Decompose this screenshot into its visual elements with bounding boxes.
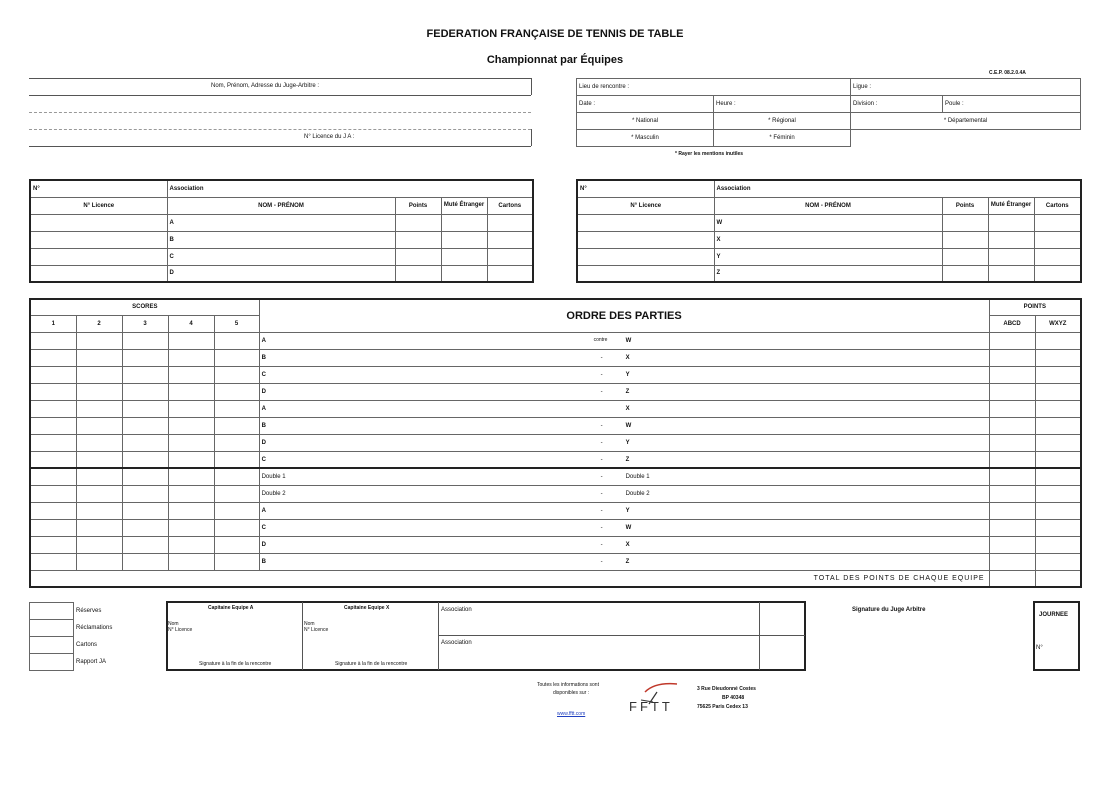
- score-cell[interactable]: [214, 366, 259, 383]
- score-cell[interactable]: [122, 536, 168, 553]
- score-cell[interactable]: [214, 349, 259, 366]
- score-cell[interactable]: [168, 519, 214, 536]
- partie-separator: -: [600, 422, 603, 429]
- partie-matchup: [259, 451, 989, 468]
- points-cell[interactable]: [1035, 417, 1081, 434]
- points-col-wxyz: WXYZ: [1035, 315, 1081, 332]
- partie-separator: -: [600, 388, 603, 395]
- partie-matchup: [259, 417, 989, 434]
- capitaine-a-label: Capitaine Equipe A: [208, 605, 254, 611]
- partie-matchup: [259, 383, 989, 400]
- score-cell[interactable]: [122, 519, 168, 536]
- total-points-cell[interactable]: [1035, 570, 1081, 587]
- division-label: Division :: [851, 96, 943, 113]
- score-cell[interactable]: [76, 332, 122, 349]
- points-cell[interactable]: [989, 434, 1035, 451]
- rapport-ja-label: Rapport JA: [76, 659, 107, 665]
- association-a-label: Association: [441, 607, 472, 613]
- points-cell[interactable]: [989, 383, 1035, 400]
- points-cell[interactable]: [1035, 434, 1081, 451]
- score-cell[interactable]: [168, 451, 214, 468]
- score-cell[interactable]: [30, 502, 76, 519]
- score-cell[interactable]: [30, 417, 76, 434]
- score-cell[interactable]: [122, 417, 168, 434]
- score-cell[interactable]: [168, 383, 214, 400]
- partie-row: [30, 332, 1081, 349]
- partie-separator: -: [600, 558, 603, 565]
- partie-separator: -: [600, 490, 603, 497]
- score-cell[interactable]: [214, 519, 259, 536]
- score-cell[interactable]: [168, 349, 214, 366]
- score-col-header: 2: [76, 315, 122, 332]
- regional-option: * Régional: [714, 113, 851, 130]
- partie-left-player: D: [261, 439, 266, 446]
- team-x-row-letter: Z: [714, 265, 942, 282]
- ordre-des-parties-table: [29, 298, 1082, 588]
- score-cell[interactable]: [168, 400, 214, 417]
- partie-separator: -: [600, 524, 603, 531]
- lieu-rencontre-label: Lieu de rencontre :: [577, 79, 851, 96]
- remarks-checklist: [29, 602, 170, 671]
- points-cell[interactable]: [989, 451, 1035, 468]
- partie-right-player: Y: [625, 371, 630, 378]
- score-cell[interactable]: [214, 553, 259, 570]
- info-line-1: Toutes les informations sont: [537, 682, 599, 688]
- partie-matchup: [259, 366, 989, 383]
- juge-arbitre-name-label: Nom, Prénom, Adresse du Juge-Arbitre :: [211, 83, 320, 89]
- points-cell[interactable]: [989, 485, 1035, 502]
- score-cell[interactable]: [30, 332, 76, 349]
- score-col-header: 5: [214, 315, 259, 332]
- score-col-header: 3: [122, 315, 168, 332]
- partie-row: [30, 349, 1081, 366]
- page-title: Championnat par Équipes: [486, 54, 624, 66]
- points-cell[interactable]: [989, 502, 1035, 519]
- partie-left-player: A: [261, 405, 266, 412]
- score-cell[interactable]: [122, 332, 168, 349]
- partie-row: [30, 366, 1081, 383]
- association-x-label: Association: [441, 640, 472, 646]
- partie-left-player: A: [261, 337, 266, 344]
- points-cell[interactable]: [1035, 468, 1081, 485]
- team-a-row-letter: C: [167, 248, 395, 265]
- points-cell[interactable]: [989, 332, 1035, 349]
- partie-left-player: Double 1: [261, 474, 286, 480]
- points-cell[interactable]: [989, 468, 1035, 485]
- team-x-points-header: Points: [942, 197, 988, 214]
- partie-row: [30, 417, 1081, 434]
- juge-arbitre-licence-label: N° Licence du J A :: [304, 134, 355, 140]
- partie-left-player: B: [261, 422, 266, 429]
- journee-number-label: N°: [1036, 645, 1043, 651]
- partie-left-player: C: [261, 524, 266, 531]
- partie-matchup: [259, 536, 989, 553]
- score-cell[interactable]: [76, 400, 122, 417]
- score-cell[interactable]: [214, 383, 259, 400]
- capitaine-x-licence: N° Licence: [304, 627, 329, 633]
- team-x-association-label: Association: [714, 180, 1081, 197]
- partie-right-player: W: [625, 337, 632, 344]
- team-a-mute-header: Muté Étranger: [441, 197, 487, 214]
- score-cell[interactable]: [30, 349, 76, 366]
- partie-right-player: Z: [625, 456, 630, 463]
- fftt-logo-text: FFTT: [629, 699, 673, 714]
- score-cell[interactable]: [30, 485, 76, 502]
- score-cell[interactable]: [30, 468, 76, 485]
- points-col-abcd: ABCD: [989, 315, 1035, 332]
- partie-left-player: C: [261, 371, 266, 378]
- score-cell[interactable]: [168, 536, 214, 553]
- partie-row: [30, 400, 1081, 417]
- score-cell[interactable]: [122, 468, 168, 485]
- partie-right-player: X: [625, 405, 630, 412]
- team-a-row-letter: B: [167, 231, 395, 248]
- score-cell[interactable]: [168, 434, 214, 451]
- score-cell[interactable]: [168, 366, 214, 383]
- capitaine-a-licence: N° Licence: [168, 627, 193, 633]
- score-cell[interactable]: [214, 434, 259, 451]
- partie-row: [30, 468, 1081, 485]
- team-x-cartons-header: Cartons: [1034, 197, 1081, 214]
- score-cell[interactable]: [122, 553, 168, 570]
- partie-separator: contre: [593, 336, 608, 343]
- score-cell[interactable]: [168, 332, 214, 349]
- score-cell[interactable]: [76, 434, 122, 451]
- team-x-row-letter: W: [714, 214, 942, 231]
- points-cell[interactable]: [1035, 332, 1081, 349]
- partie-row: [30, 536, 1081, 553]
- score-col-header: 4: [168, 315, 214, 332]
- partie-right-player: Y: [625, 507, 630, 514]
- score-cell[interactable]: [76, 417, 122, 434]
- signature-juge-arbitre-label: Signature du Juge Arbitre: [852, 607, 926, 613]
- score-cell[interactable]: [76, 451, 122, 468]
- points-cell[interactable]: [989, 536, 1035, 553]
- score-cell[interactable]: [76, 485, 122, 502]
- score-cell[interactable]: [30, 383, 76, 400]
- form-code: C.E.P. 08.2.0.4A: [989, 70, 1026, 76]
- total-points-cell[interactable]: [989, 570, 1035, 587]
- score-cell[interactable]: [76, 349, 122, 366]
- points-cell[interactable]: [1035, 349, 1081, 366]
- partie-row: [30, 519, 1081, 536]
- points-cell[interactable]: [1035, 366, 1081, 383]
- rencontre-info-table: [576, 78, 1081, 147]
- points-cell[interactable]: [989, 519, 1035, 536]
- score-cell[interactable]: [30, 536, 76, 553]
- partie-right-player: Double 2: [625, 490, 650, 497]
- partie-left-player: B: [261, 558, 266, 565]
- score-cell[interactable]: [76, 553, 122, 570]
- partie-matchup: [259, 400, 989, 417]
- partie-left-player: C: [261, 456, 266, 463]
- ligue-label: Ligue :: [851, 79, 1081, 96]
- partie-row: [30, 434, 1081, 451]
- address-line-1: 3 Rue Dieudonné Costes: [697, 686, 756, 692]
- score-cell[interactable]: [214, 400, 259, 417]
- score-cell[interactable]: [214, 502, 259, 519]
- partie-separator: -: [600, 541, 603, 548]
- points-cell[interactable]: [1035, 383, 1081, 400]
- team-x-name-header: NOM - PRÉNOM: [714, 197, 942, 214]
- partie-left-player: B: [261, 354, 266, 361]
- ordre-des-parties-header: ORDRE DES PARTIES: [259, 299, 989, 332]
- score-cell[interactable]: [214, 451, 259, 468]
- score-cell[interactable]: [76, 468, 122, 485]
- points-cell[interactable]: [1035, 502, 1081, 519]
- team-x-row-letter: X: [714, 231, 942, 248]
- fftt-logo: [627, 680, 687, 716]
- score-cell[interactable]: [30, 451, 76, 468]
- reserves-label: Réserves: [76, 608, 102, 614]
- team-a-points-header: Points: [395, 197, 441, 214]
- score-cell[interactable]: [214, 417, 259, 434]
- partie-row: [30, 502, 1081, 519]
- capitaine-a-signature: Signature à la fin de la rencontre: [199, 661, 272, 667]
- partie-left-player: D: [261, 388, 266, 395]
- team-a-cartons-header: Cartons: [487, 197, 533, 214]
- points-cell[interactable]: [1035, 485, 1081, 502]
- partie-right-player: Z: [625, 558, 630, 565]
- partie-left-player: D: [261, 541, 266, 548]
- score-cell[interactable]: [76, 502, 122, 519]
- score-cell[interactable]: [122, 502, 168, 519]
- address-line-3: 75625 Paris Cedex 13: [697, 704, 748, 710]
- partie-separator: -: [600, 354, 603, 361]
- partie-separator: -: [600, 456, 603, 463]
- score-cell[interactable]: [168, 417, 214, 434]
- address-line-2: BP 40348: [722, 695, 745, 701]
- score-cell[interactable]: [214, 468, 259, 485]
- points-cell[interactable]: [989, 349, 1035, 366]
- partie-matchup: [259, 349, 989, 366]
- score-cell[interactable]: [214, 332, 259, 349]
- partie-left-player: A: [261, 507, 266, 514]
- partie-separator: -: [600, 371, 603, 378]
- feminin-option: * Féminin: [714, 130, 851, 147]
- points-cell[interactable]: [1035, 536, 1081, 553]
- national-option: * National: [577, 113, 714, 130]
- team-a-row-letter: A: [167, 214, 395, 231]
- points-cell[interactable]: [989, 366, 1035, 383]
- partie-matchup: [259, 519, 989, 536]
- heure-label: Heure :: [714, 96, 851, 113]
- federation-title: FEDERATION FRANÇAISE DE TENNIS DE TABLE: [426, 28, 684, 40]
- partie-row: [30, 485, 1081, 502]
- score-cell[interactable]: [122, 434, 168, 451]
- score-cell[interactable]: [122, 451, 168, 468]
- score-cell[interactable]: [122, 383, 168, 400]
- score-cell[interactable]: [168, 468, 214, 485]
- team-x-table: [576, 179, 1082, 283]
- score-cell[interactable]: [30, 434, 76, 451]
- points-header: POINTS: [989, 299, 1081, 315]
- partie-right-player: W: [625, 524, 632, 531]
- partie-row: [30, 383, 1081, 400]
- partie-matchup: [259, 332, 989, 349]
- team-x-row-letter: Y: [714, 248, 942, 265]
- departemental-option: * Départemental: [851, 113, 1081, 130]
- score-cell[interactable]: [214, 485, 259, 502]
- scores-header: SCORES: [30, 299, 259, 315]
- partie-matchup: [259, 485, 989, 502]
- team-a-no-label: N°: [30, 180, 167, 197]
- score-cell[interactable]: [76, 366, 122, 383]
- points-cell[interactable]: [1035, 451, 1081, 468]
- partie-right-player: X: [625, 354, 630, 361]
- points-cell[interactable]: [1035, 519, 1081, 536]
- capitaine-a-nom: Nom: [168, 621, 179, 627]
- team-x-no-label: N°: [577, 180, 714, 197]
- capitaine-x-signature: Signature à la fin de la rencontre: [335, 661, 408, 667]
- points-cell[interactable]: [989, 417, 1035, 434]
- partie-right-player: Double 1: [625, 474, 650, 480]
- score-cell[interactable]: [30, 400, 76, 417]
- partie-left-player: Double 2: [261, 490, 286, 497]
- score-cell[interactable]: [76, 519, 122, 536]
- partie-matchup: [259, 434, 989, 451]
- partie-matchup: [259, 502, 989, 519]
- journee-label: JOURNEE: [1039, 612, 1069, 618]
- partie-right-player: W: [625, 422, 632, 429]
- partie-separator: -: [600, 474, 603, 480]
- score-cell[interactable]: [30, 519, 76, 536]
- partie-separator: -: [600, 439, 603, 446]
- partie-right-player: Y: [625, 439, 630, 446]
- points-cell[interactable]: [989, 400, 1035, 417]
- score-cell[interactable]: [76, 383, 122, 400]
- score-cell[interactable]: [168, 553, 214, 570]
- total-points-label: TOTAL DES POINTS DE CHAQUE EQUIPE: [30, 570, 989, 587]
- rayer-note: * Rayer les mentions inutiles: [675, 151, 744, 157]
- points-cell[interactable]: [1035, 553, 1081, 570]
- poule-label: Poule :: [943, 96, 1081, 113]
- capitaine-x-nom: Nom: [304, 621, 315, 627]
- score-cell[interactable]: [122, 366, 168, 383]
- score-cell[interactable]: [122, 485, 168, 502]
- score-cell[interactable]: [122, 349, 168, 366]
- partie-row: [30, 553, 1081, 570]
- cartons-label: Cartons: [76, 642, 98, 648]
- team-a-association-label: Association: [167, 180, 533, 197]
- partie-right-player: Z: [625, 388, 630, 395]
- date-label: Date :: [577, 96, 714, 113]
- partie-row: [30, 451, 1081, 468]
- team-a-row-letter: D: [167, 265, 395, 282]
- masculin-option: * Masculin: [577, 130, 714, 147]
- team-x-mute-header: Muté Étranger: [988, 197, 1034, 214]
- capitaine-x-label: Capitaine Equipe X: [344, 605, 390, 611]
- team-a-name-header: NOM - PRÉNOM: [167, 197, 395, 214]
- score-cell[interactable]: [30, 553, 76, 570]
- points-cell[interactable]: [989, 553, 1035, 570]
- website-link[interactable]: www.fftt.com: [557, 711, 586, 717]
- score-col-header: 1: [30, 315, 76, 332]
- score-cell[interactable]: [30, 366, 76, 383]
- score-cell[interactable]: [168, 485, 214, 502]
- score-cell[interactable]: [168, 502, 214, 519]
- team-a-table: [29, 179, 534, 283]
- partie-matchup: [259, 553, 989, 570]
- score-cell[interactable]: [76, 536, 122, 553]
- partie-separator: -: [600, 507, 603, 514]
- score-cell[interactable]: [214, 536, 259, 553]
- partie-matchup: [259, 468, 989, 485]
- points-cell[interactable]: [1035, 400, 1081, 417]
- reclamations-label: Réclamations: [76, 625, 113, 631]
- team-a-licence-header: N° Licence: [30, 197, 167, 214]
- team-x-licence-header: N° Licence: [577, 197, 714, 214]
- partie-right-player: X: [625, 541, 630, 548]
- score-cell[interactable]: [122, 400, 168, 417]
- total-row: [30, 570, 1081, 587]
- info-line-2: disponibles sur :: [553, 690, 590, 696]
